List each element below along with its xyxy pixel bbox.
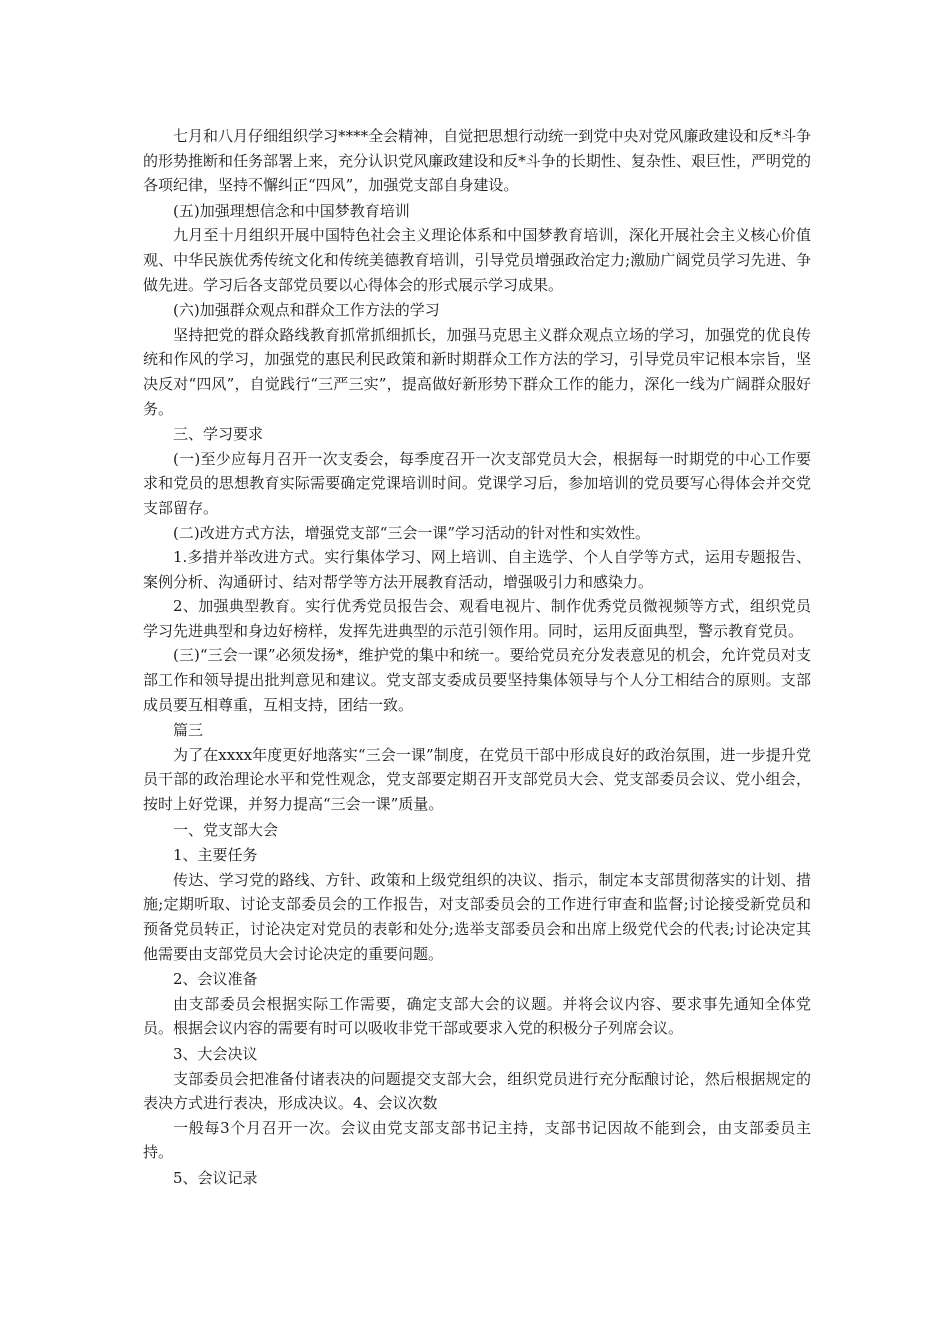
body-paragraph: 七月和八月仔细组织学习****全会精神，自觉把思想行动统一到党中央对党风廉政建设和反*斗争的形势推断和任务部署上来，充分认识党风廉政建设和反*斗争的长期性、复杂性、艰巨性，严明党的各项纪律，坚持不懈纠正“四风”，加强党支部自身建设。 — [143, 127, 811, 195]
section-heading: (五)加强理想信念和中国梦教育培训 — [173, 201, 410, 220]
body-paragraph: 传达、学习党的路线、方针、政策和上级党组织的决议、指示，制定本支部贯彻落实的计划、措施;定期听取、讨论支部委员会的工作报告，对支部委员会的工作进行审查和监督;讨论接受新党员和预备党员转正，讨论决定对党员的表彰和处分;选举支部委员会和出席上级党代会的代表;讨论决定其他需要由支部党员大会讨论决定的重要问题。 — [143, 870, 811, 963]
section-heading: 篇三 — [173, 721, 204, 740]
document-body — [143, 124, 811, 1191]
section-heading: 一、党支部大会 — [173, 820, 279, 839]
body-paragraph: 九月至十月组织开展中国特色社会主义理论体系和中国梦教育培训，深化开展社会主义核心价值观、中华民族优秀传统文化和传统美德教育培训，引导党员增强政治定力;激励广阔党员学习先进、争做先进。学习后各支部党员要以心得体会的形式展示学习成果。 — [143, 226, 811, 294]
section-heading: (六)加强群众观点和群众工作方法的学习 — [173, 301, 440, 320]
body-paragraph: 支部委员会把准备付诸表决的问题提交支部大会，组织党员进行充分酝酿讨论，然后根据规定的表决方式进行表决，形成决议。4、会议次数 — [143, 1069, 811, 1113]
body-paragraph: 为了在xxxx年度更好地落实“三会一课”制度，在党员干部中形成良好的政治氛围，进一步提升党员干部的政治理论水平和党性观念，党支部要定期召开支部党员大会、党支部委员会议、党小组会，按时上好党课，并努力提高“三会一课”质量。 — [143, 745, 811, 814]
body-paragraph: (三)“三会一课”必须发扬*，维护党的集中和统一。要给党员充分发表意见的机会，允许党员对支部工作和领导提出批判意见和建议。党支部支委成员要坚持集体领导与个人分工相结合的原则。支部成员要互相尊重，互相支持，团结一致。 — [143, 646, 811, 714]
section-heading: 1、主要任务 — [173, 846, 258, 865]
section-heading: 5、会议记录 — [173, 1168, 258, 1187]
section-heading: 三、学习要求 — [173, 425, 264, 444]
section-heading: 2、会议准备 — [173, 970, 258, 989]
body-paragraph: 坚持把党的群众路线教育抓常抓细抓长，加强马克思主义群众观点立场的学习，加强党的优良传统和作风的学习，加强党的惠民利民政策和新时期群众工作方法的学习，引导党员牢记根本宗旨，坚决反对“四风”，自觉践行“三严三实”，提高做好新形势下群众工作的能力，深化一线为广阔群众服好务。 — [143, 325, 811, 418]
body-paragraph: 一般每3个月召开一次。会议由党支部支部书记主持，支部书记因故不能到会，由支部委员主持。 — [143, 1118, 811, 1162]
body-paragraph: (二)改进方式方法，增强党支部“三会一课”学习活动的针对性和实效性。 — [173, 523, 651, 542]
body-paragraph: 由支部委员会根据实际工作需要，确定支部大会的议题。并将会议内容、要求事先通知全体党员。根据会议内容的需要有时可以吸收非党干部或要求入党的积极分子列席会议。 — [143, 994, 811, 1038]
body-paragraph: 2、加强典型教育。实行优秀党员报告会、观看电视片、制作优秀党员微视频等方式，组织党员学习先进典型和身边好榜样，发挥先进典型的示范引领作用。同时，运用反面典型，警示教育党员。 — [143, 597, 811, 640]
body-paragraph: 1.多措并举改进方式。实行集体学习、网上培训、自主选学、个人自学等方式，运用专题报告、案例分析、沟通研讨、结对帮学等方法开展教育活动，增强吸引力和感染力。 — [143, 548, 811, 591]
body-paragraph: (一)至少应每月召开一次支委会，每季度召开一次支部党员大会，根据每一时期党的中心工作要求和党员的思想教育实际需要确定党课培训时间。党课学习后，参加培训的党员要写心得体会并交党支部留存。 — [143, 449, 811, 517]
section-heading: 3、大会决议 — [173, 1044, 258, 1063]
